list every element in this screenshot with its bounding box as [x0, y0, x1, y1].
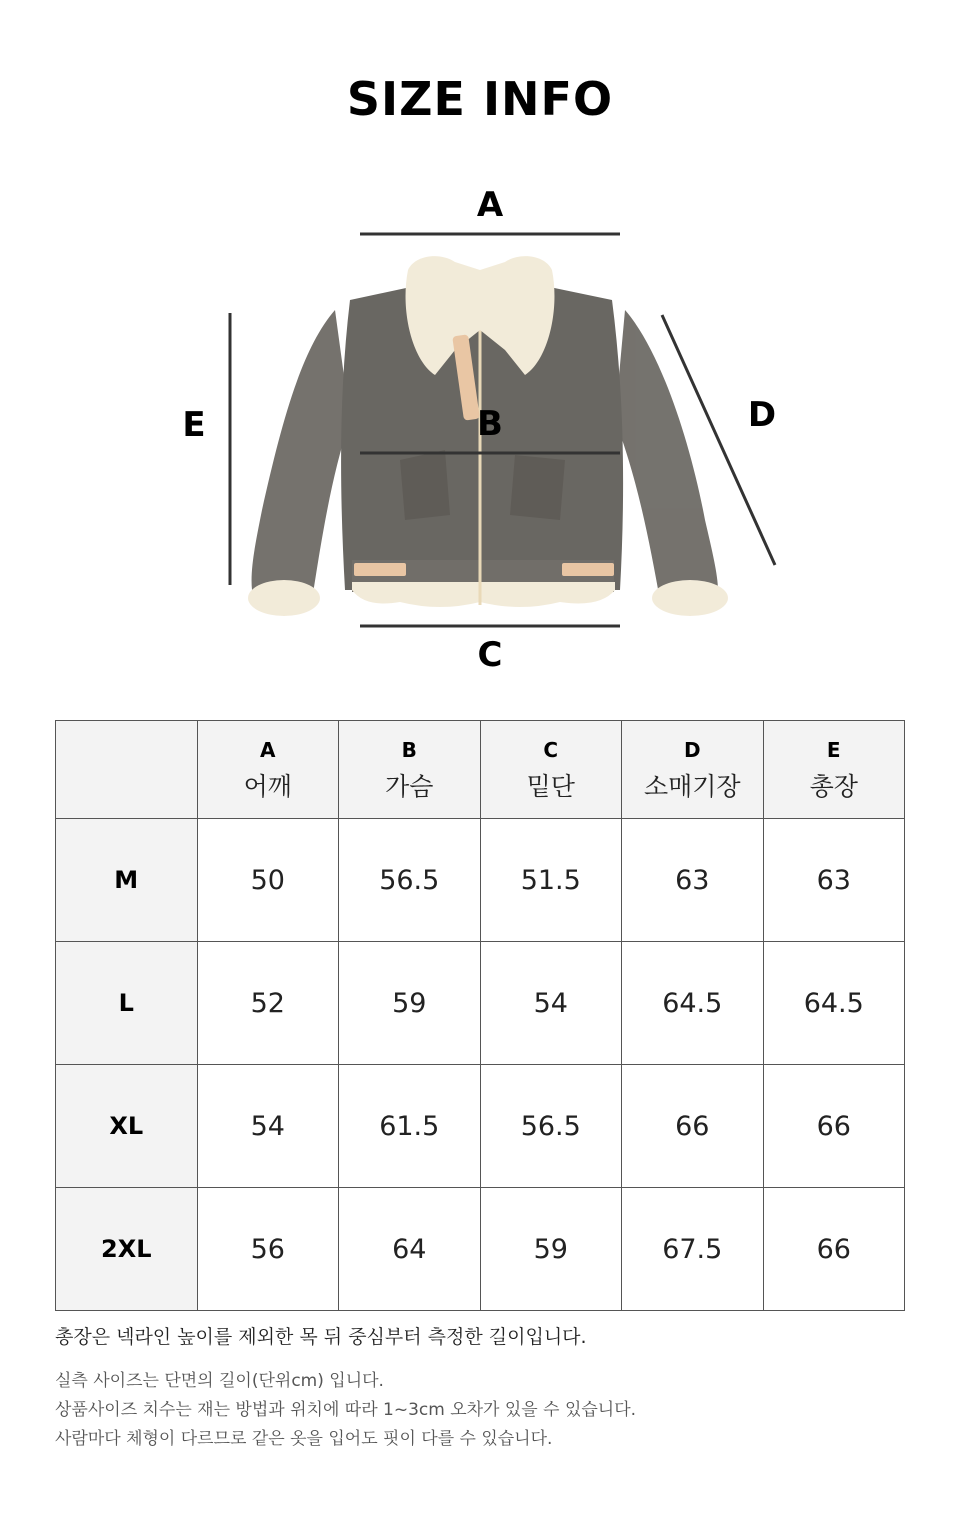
column-letter: A — [260, 737, 276, 762]
table-cell: 56.5 — [339, 819, 481, 942]
table-cell: 63 — [763, 819, 905, 942]
column-letter: C — [543, 737, 559, 762]
table-cell: 59 — [339, 942, 481, 1065]
column-header — [339, 721, 481, 819]
table-cell: 51.5 — [480, 819, 622, 942]
size-label: M — [56, 819, 198, 942]
column-name: 총장 — [809, 771, 858, 801]
table-cell: 61.5 — [339, 1065, 481, 1188]
size-label: L — [56, 942, 198, 1065]
column-header — [197, 721, 339, 819]
column-header — [763, 721, 905, 819]
notes-list — [55, 1367, 636, 1454]
table-row — [56, 1065, 905, 1188]
table-cell: 59 — [480, 1188, 622, 1311]
label-b: B — [477, 404, 503, 444]
label-a: A — [476, 185, 504, 225]
note-item: 실측 사이즈는 단면의 길이(단위cm) 입니다. — [55, 1371, 384, 1391]
column-name: 어깨 — [243, 771, 292, 801]
note-item: 사람마다 체형이 다르므로 같은 옷을 입어도 핏이 다를 수 있습니다. — [55, 1429, 553, 1449]
table-cell: 64.5 — [622, 942, 764, 1065]
label-d: D — [747, 395, 777, 435]
size-label: 2XL — [56, 1188, 198, 1311]
column-name: 밑단 — [526, 771, 575, 801]
table-cell: 66 — [763, 1188, 905, 1311]
table-cell: 54 — [480, 942, 622, 1065]
label-e: E — [182, 405, 206, 445]
column-name: 가슴 — [385, 771, 434, 801]
table-cell: 56 — [197, 1188, 339, 1311]
column-letter: E — [826, 737, 841, 762]
column-header — [622, 721, 764, 819]
table-cell: 52 — [197, 942, 339, 1065]
label-c: C — [477, 635, 503, 675]
column-letter: D — [683, 737, 701, 762]
note-item: 상품사이즈 치수는 재는 방법과 위치에 따라 1~3cm 오차가 있을 수 있습니다. — [55, 1400, 637, 1420]
table-cell: 66 — [622, 1065, 764, 1188]
table-cell: 54 — [197, 1065, 339, 1188]
table-row — [56, 819, 905, 942]
table-row — [56, 1188, 905, 1311]
table-cell: 56.5 — [480, 1065, 622, 1188]
page-title: SIZE INFO — [346, 72, 614, 126]
column-name: 소매기장 — [643, 771, 741, 801]
table-cell: 63 — [622, 819, 764, 942]
column-letter: B — [401, 737, 417, 762]
table-cell: 50 — [197, 819, 339, 942]
table-cell: 67.5 — [622, 1188, 764, 1311]
column-header — [480, 721, 622, 819]
table-corner-cell — [56, 721, 198, 819]
table-header-row — [56, 721, 905, 819]
neckline-note: 총장은 넥라인 높이를 제외한 목 뒤 중심부터 측정한 길이입니다. — [55, 1326, 587, 1348]
jacket-measurement-diagram — [0, 150, 960, 690]
table-cell: 66 — [763, 1065, 905, 1188]
table-cell: 64 — [339, 1188, 481, 1311]
table-cell: 64.5 — [763, 942, 905, 1065]
size-label: XL — [56, 1065, 198, 1188]
table-row — [56, 942, 905, 1065]
size-table — [55, 720, 905, 1311]
